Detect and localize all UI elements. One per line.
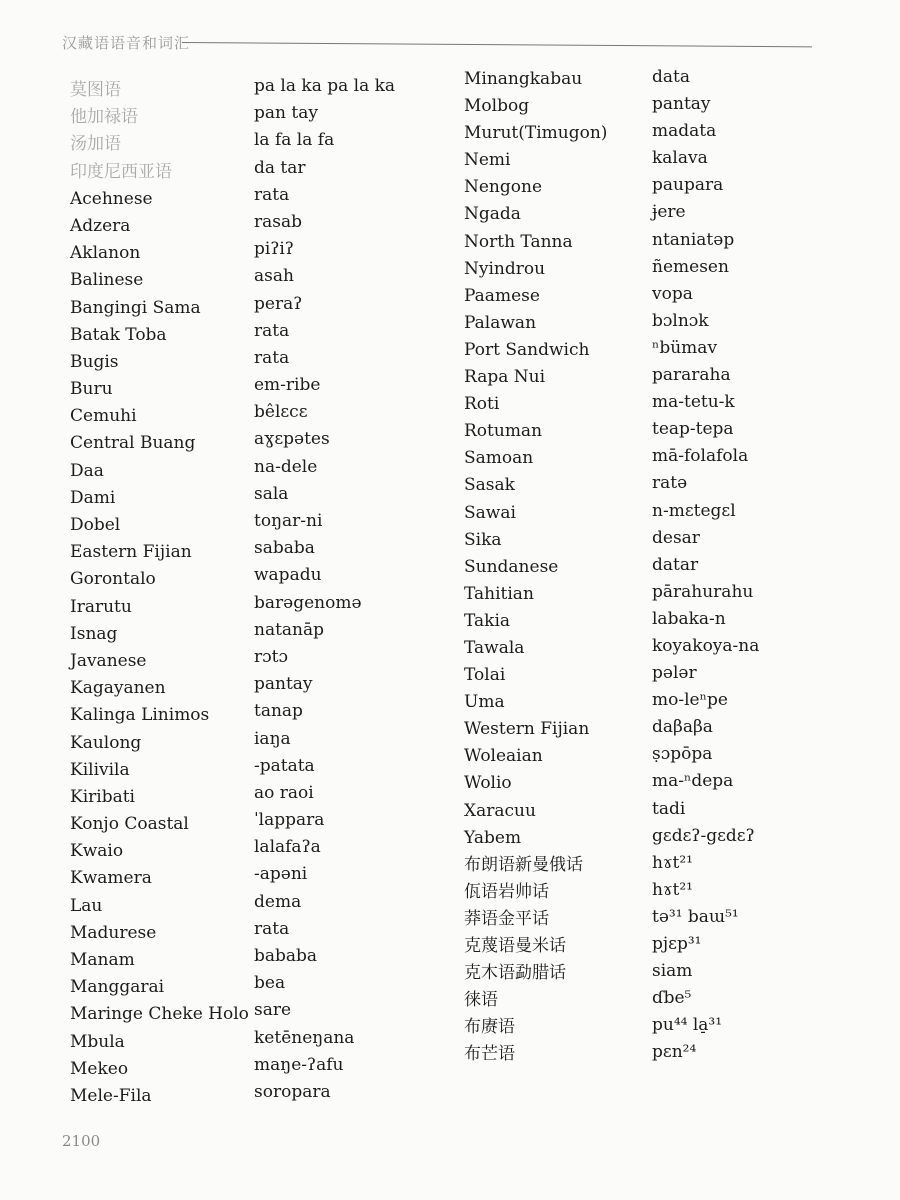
word-form: kalava	[652, 148, 708, 169]
language-name: Rapa Nui	[464, 367, 546, 388]
word-form: sare	[254, 1000, 292, 1021]
language-name: North Tanna	[464, 231, 573, 252]
word-form: ɉere	[652, 202, 686, 223]
word-form: rɔtɔ	[254, 646, 288, 667]
language-name: Tahitian	[464, 583, 534, 604]
word-form: pu⁴⁴ la̠³¹	[652, 1015, 723, 1036]
language-name: Isnag	[70, 623, 118, 644]
language-name: Cemuhi	[70, 406, 137, 427]
word-form: ɗbe⁵	[652, 988, 692, 1009]
language-name: Palawan	[464, 312, 537, 333]
language-name: 佤语岩帅话	[464, 881, 549, 902]
word-form: labaka-n	[652, 608, 726, 629]
language-name: Eastern Fijian	[70, 542, 192, 563]
word-form: bababa	[254, 946, 318, 966]
language-name: 莽语金平话	[464, 908, 549, 929]
word-form: madata	[652, 121, 717, 142]
word-form: mo-leⁿpe	[652, 690, 728, 711]
language-name: Mele-Fila	[70, 1085, 152, 1106]
language-name: Sika	[464, 529, 502, 550]
language-name: 印度尼西亚语	[70, 161, 172, 182]
language-name: Xaracuu	[464, 800, 536, 821]
word-form: siam	[652, 961, 693, 982]
right-language-column	[464, 66, 607, 1068]
header-rule	[182, 42, 812, 47]
word-form: ketēneŋana	[254, 1027, 355, 1048]
word-form: wapadu	[254, 565, 322, 586]
word-form: rasab	[254, 211, 303, 232]
word-form: rata	[254, 320, 290, 341]
language-name: Daa	[70, 460, 104, 481]
word-form: ao raoi	[254, 782, 314, 803]
word-form: bêlɛcɛ	[254, 402, 308, 423]
word-form: mā-folafola	[652, 446, 749, 467]
word-form: la fa la fa	[254, 130, 335, 151]
language-name: Bangingi Sama	[70, 297, 201, 318]
language-name: Wolio	[464, 773, 512, 794]
language-name: Irarutu	[70, 596, 132, 617]
word-form: pārahurahu	[652, 581, 754, 602]
word-form: toŋar-ni	[254, 511, 323, 531]
word-form: na-dele	[254, 456, 318, 477]
word-form: tanap	[254, 701, 303, 722]
word-form: ntaniatəp	[652, 229, 735, 250]
left-form-column	[254, 73, 395, 1106]
word-form: maŋe-ʔafu	[254, 1054, 344, 1075]
language-name: Port Sandwich	[464, 339, 590, 360]
language-name: Aklanon	[70, 243, 141, 264]
language-name: Rotuman	[464, 421, 543, 442]
word-form: rata	[254, 184, 290, 205]
page-header	[62, 28, 812, 58]
word-form: pjɛp³¹	[652, 934, 702, 954]
language-name: 徕语	[464, 990, 498, 1011]
language-name: Kilivila	[70, 759, 130, 780]
language-name: Dobel	[70, 515, 121, 535]
word-form: daβaβa	[652, 717, 713, 738]
language-name: Kwamera	[70, 868, 152, 889]
word-form: lalafaʔa	[254, 837, 321, 858]
word-form: ṣɔpōpa	[652, 744, 713, 765]
language-name: Nemi	[464, 150, 511, 171]
word-form: pantay	[652, 94, 711, 115]
word-form: hɤt²¹	[652, 852, 693, 873]
word-form: ˈlappara	[254, 810, 325, 831]
word-form: rata	[254, 347, 290, 368]
right-form-column	[652, 64, 759, 1066]
word-form: bɔlnɔk	[652, 310, 709, 331]
word-form: desar	[652, 527, 700, 548]
language-name: Gorontalo	[70, 569, 156, 590]
language-name: Woleaian	[464, 746, 543, 767]
language-name: Roti	[464, 394, 500, 415]
language-name: Acehnese	[70, 188, 153, 209]
word-form: iaŋa	[254, 728, 291, 749]
language-name: Yabem	[464, 827, 522, 848]
language-name: Lau	[70, 895, 103, 916]
word-form: ma-tetu-k	[652, 392, 735, 413]
word-form: dema	[254, 891, 302, 912]
language-name: Mekeo	[70, 1058, 129, 1079]
language-name: 他加禄语	[70, 107, 138, 128]
language-name: 布朗语新曼俄话	[464, 854, 583, 875]
word-form: natanāp	[254, 619, 325, 640]
word-form: vopa	[652, 283, 693, 304]
word-form: da tar	[254, 157, 306, 178]
language-name: Sundanese	[464, 556, 559, 577]
word-form: sababa	[254, 538, 315, 559]
language-name: Adzera	[70, 215, 131, 236]
language-name: Manggarai	[70, 977, 165, 998]
language-name: 莫图语	[70, 80, 121, 100]
language-name: Bugis	[70, 351, 119, 372]
language-name: Uma	[464, 692, 505, 713]
word-form: pantay	[254, 674, 313, 695]
language-name: Batak Toba	[70, 324, 167, 345]
language-name: Tawala	[464, 637, 525, 658]
language-name: Nyindrou	[464, 258, 546, 279]
language-name: 克木语勐腊话	[464, 963, 566, 984]
word-form: aɣɛpətes	[254, 429, 330, 450]
word-form: peraʔ	[254, 293, 303, 314]
word-form: paupara	[652, 175, 724, 196]
word-form: tadi	[652, 798, 686, 819]
language-name: Tolai	[464, 665, 506, 686]
language-name: Nengone	[464, 177, 543, 198]
word-form: teap-tepa	[652, 419, 734, 440]
word-form: -patata	[254, 755, 315, 776]
language-name: Kaulong	[70, 732, 142, 753]
word-form: pələr	[652, 663, 697, 684]
language-name: Kiribati	[70, 786, 135, 807]
word-form: soropara	[254, 1081, 331, 1102]
language-name: Paamese	[464, 285, 540, 306]
language-name: 布赓语	[464, 1017, 515, 1038]
word-form: hɤt²¹	[652, 879, 693, 900]
word-form: piʔiʔ	[254, 239, 294, 260]
word-form: rata	[254, 918, 290, 939]
language-name: Samoan	[464, 448, 534, 469]
word-form: ñemesen	[652, 256, 729, 277]
word-form: sala	[254, 483, 289, 504]
word-form: data	[652, 67, 690, 87]
word-form: asah	[254, 266, 294, 287]
word-form: pa la ka pa la ka	[254, 76, 396, 96]
word-form: barəgenomə	[254, 592, 362, 613]
word-form: ⁿbümav	[652, 337, 718, 358]
language-name: Minangkabau	[464, 69, 583, 89]
language-name: Kagayanen	[70, 678, 166, 699]
word-form: datar	[652, 554, 699, 575]
language-name: Madurese	[70, 922, 157, 943]
language-name: Western Fijian	[464, 719, 590, 740]
language-name: 克蔑语曼米话	[464, 936, 566, 956]
word-form: ratə	[652, 473, 688, 494]
word-form: pararaha	[652, 365, 731, 386]
word-form: bea	[254, 973, 286, 994]
word-form: gɛdɛʔ-gɛdɛʔ	[652, 825, 755, 846]
page-number: 2100	[62, 1132, 101, 1150]
language-name: Sawai	[464, 502, 516, 523]
language-name: Maringe Cheke Holo	[70, 1004, 249, 1025]
word-form: tə³¹ baɯ⁵¹	[652, 906, 739, 927]
language-name: Javanese	[70, 650, 147, 671]
language-name: Sasak	[464, 475, 515, 496]
word-form: -apəni	[254, 864, 308, 885]
language-name: Takia	[464, 610, 511, 631]
word-form: n-mɛtegɛl	[652, 500, 736, 521]
word-form: em-ribe	[254, 375, 321, 396]
word-form: pan tay	[254, 103, 318, 124]
word-form: koyakoya-na	[652, 635, 760, 656]
language-name: Mbula	[70, 1031, 125, 1052]
language-name: Manam	[70, 950, 135, 970]
language-name: Ngada	[464, 204, 521, 225]
language-name: Balinese	[70, 270, 144, 291]
language-name: Kalinga Linimos	[70, 705, 210, 726]
left-language-column	[70, 77, 249, 1110]
language-name: Konjo Coastal	[70, 814, 189, 835]
language-name: Dami	[70, 487, 116, 508]
word-form: ma-ⁿdepa	[652, 771, 734, 792]
running-head: 汉藏语语音和词汇	[62, 34, 191, 52]
language-name: Molbog	[464, 96, 530, 117]
language-name: Kwaio	[70, 841, 124, 862]
language-name: Central Buang	[70, 433, 196, 454]
language-name: Murut(Timugon)	[464, 123, 608, 144]
language-name: 布芒语	[464, 1044, 515, 1065]
language-name: 汤加语	[70, 134, 121, 155]
word-form: pɛn²⁴	[652, 1042, 697, 1063]
language-name: Buru	[70, 379, 113, 400]
